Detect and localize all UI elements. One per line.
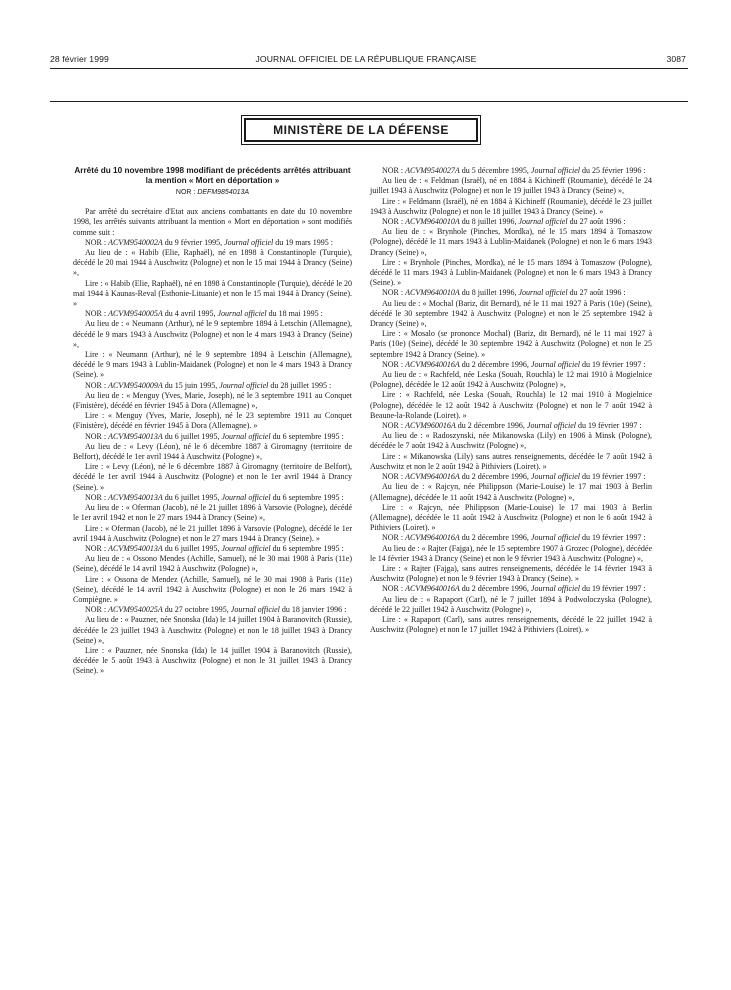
nor-ref: ACVM960016A — [405, 421, 456, 431]
amendment-text: Au lieu de : « Levy (Léon), né le 6 décembre 1887 à Giromagny (territoire de Belfort), décédé le 1er avril 1944 à Auschwitz (Pologne) », — [73, 441, 352, 462]
nor-tail: du 28 juillet 1995 : — [268, 380, 332, 390]
nor-lead: NOR : — [382, 359, 406, 369]
amendment-text: Au lieu de : « Mochal (Bariz, dit Bernard), né le 11 mai 1927 à Paris (10e) (Seine), décédé le 30 septembre 1942 à Auschwitz (Pologne) et non le 25 septembre 1942 à Drancy (Seine) », — [370, 298, 652, 329]
nor-tail: du 18 janvier 1996 : — [279, 605, 347, 615]
header-journal-title: JOURNAL OFFICIEL DE LA RÉPUBLIQUE FRANÇAISE — [255, 54, 477, 64]
nor-tail: du 19 février 1997 : — [580, 533, 646, 543]
amendment-text: Au lieu de : « Oferman (Jacob), né le 21 juillet 1896 à Varsovie (Pologne), décédé le 1er avril 1942 et non le 27 mars 1944 à Drancy (Seine) », — [73, 503, 352, 523]
arrete-title: Arrêté du 10 novembre 1998 modifiant de précédents arrêtés attribuant la mention « Mort en déportation » — [74, 166, 351, 185]
arrete-nor-label: NOR : — [175, 189, 196, 196]
nor-ref: ACVM9640010A — [405, 288, 460, 298]
nor-lead: NOR : — [382, 166, 406, 175]
amendment-text: Au lieu de : « Brynhole (Pinches, Mordka), né le 15 mars 1894 à Tomaszow (Pologne), décédé le 11 mars 1943 à Lublin-Maidanek (Pologne) et non le 6 mars 1943 Drancy (Seine) », — [370, 227, 652, 257]
nor-reference — [370, 421, 652, 431]
amendment-text: Au lieu de : « Rachfeld, née Leska (Souah, Rouchla) le 12 mai 1910 à Mogielnice (Pologne), décédée le 12 août 1942 à Auschwitz (Pologne) », — [370, 370, 652, 390]
amendment-text: Lire : « Mikanowska (Lily) sans autres renseignements, décédée le 7 août 1942 à Auschwitz et non le 2 août 1942 à Pithiviers (Loiret). » — [370, 451, 652, 471]
amendment-text: Au lieu de : « Rapaport (Carl), né le 7 juillet 1894 à Podwoloczyska (Pologne), décédé le 22 juillet 1942 à Auschwitz (Pologne) », — [370, 594, 652, 614]
nor-jo: Journal officiel — [518, 288, 568, 298]
nor-tail: du 27 août 1996 : — [567, 217, 626, 227]
nor-jo: Journal officiel — [530, 359, 580, 369]
nor-jo: Journal officiel — [230, 605, 280, 615]
left-column — [73, 166, 352, 677]
amendment-text: Lire : « Mosalo (se prononce Mochal) (Bariz, dit Bernard), né le 11 mai 1927 à Paris (10e) (Seine), décédé le 30 septembre 1942 à Auschwitz (Pologne) et non le 25 septembre 1942 à Drancy (Seine). » — [370, 329, 652, 359]
nor-reference — [370, 584, 652, 594]
nor-reference — [73, 493, 352, 503]
ministry-title: MINISTÈRE DE LA DÉFENSE — [244, 118, 478, 142]
nor-reference — [73, 309, 352, 319]
amendment-text: Lire : « Levy (Léon), né le 6 décembre 1887 à Giromagny (territoire de Belfort), décédé le 1er avril 1944 à Auschwitz (Pologne) et non le 1er avril 1944 à Drancy (Seine). » — [73, 462, 352, 492]
nor-lead: NOR : — [382, 421, 406, 431]
arrete-intro: Par arrêté du secrétaire d'Etat aux anciens combattants en date du 10 novembre 1998, les arrêtés suivants attribuant la mention « Mort en déportation » sont modifiés comme suit : — [73, 207, 352, 237]
header-date: 28 février 1999 — [50, 54, 109, 64]
nor-jo: Journal officiel — [221, 492, 271, 502]
amendment-text: Au lieu de : « Rajcyn, née Philippson (Marie-Louise) le 17 mai 1903 à Berlin (Allemagne), décédée le 11 août 1942 à Auschwitz (Pologne) », — [370, 482, 652, 502]
nor-tail: du 27 août 1996 : — [567, 288, 626, 298]
right-column — [370, 166, 652, 635]
amendment-text: Au lieu de : « Radoszynski, née Mikanowska (Lily) en 1906 à Minsk (Pologne), décédée le 7 août 1942 à Auschwitz (Pologne) », — [370, 431, 652, 451]
nor-tail: du 25 février 1996 : — [580, 166, 646, 175]
arrete-nor — [73, 188, 352, 198]
nor-reference — [73, 381, 352, 391]
nor-jo: Journal officiel — [530, 166, 580, 175]
nor-lead: NOR : — [85, 237, 109, 247]
nor-mid: du 27 octobre 1995, — [162, 605, 231, 615]
amendment-text: Lire : « Habib (Elie, Raphaël), né en 1898 à Constantinople (Turquie), décédé le 20 mai 1944 à Kaunas-Reval (Esthonie-Lituanie) et non le 15 mai 1944 à Drancy (Seine). » — [73, 278, 352, 309]
amendment-text: Au lieu de : « Feldman (Israël), né en 1884 à Kichineff (Roumanie), décédé le 24 juillet 1943 à Auschwitz (Pologne) et non le 19 juillet 1943 à Drancy (Seine) », — [370, 176, 652, 196]
amendment-text: Lire : « Oferman (Jacob), né le 21 juillet 1896 à Varsovie (Pologne), décédé le 1er avril 1944 à Auschwitz (Pologne) et non le 27 mars 1944 à Drancy (Seine). » — [73, 523, 352, 543]
nor-mid: du 2 décembre 1996, — [459, 472, 531, 482]
amendment-text: Lire : « Menguy (Yves, Marie, Joseph), né le 23 septembre 1911 au Conquet (Finistère), décédé en février 1945 à Dora (Allemagne). » — [73, 411, 352, 431]
nor-tail: du 19 février 1997 : — [580, 584, 646, 594]
nor-mid: du 8 juillet 1996, — [459, 217, 519, 227]
amendment-text: Au lieu de : « Habib (Elie, Raphaël), né en 1898 à Constantinople (Turquie), décédé le 20 mai 1944 à Auschwitz (Pologne) et non le 15 mai 1944 à Drancy (Seine) », — [73, 248, 352, 278]
nor-ref: ACVM9540009A — [108, 380, 163, 390]
nor-mid: du 6 juillet 1995, — [162, 492, 222, 502]
nor-lead: NOR : — [85, 309, 109, 319]
amendment-text: Lire : « Pauzner, née Snonska (Ida) le 14 juillet 1904 à Baranovitch (Russie), décédée le 5 août 1943 à Auschwitz (Pologne) et non le 31 juillet 1943 à Drancy (Seine). » — [73, 645, 352, 676]
nor-mid: du 2 décembre 1996, — [459, 359, 531, 369]
nor-lead: NOR : — [382, 533, 406, 543]
nor-lead: NOR : — [382, 472, 406, 482]
nor-tail: du 6 septembre 1995 : — [270, 431, 344, 441]
nor-ref: ACVM9540025A — [108, 605, 163, 615]
nor-mid: du 2 décembre 1996, — [459, 584, 531, 594]
section-rule — [50, 101, 688, 102]
nor-ref: ACVM9540013A — [108, 492, 163, 502]
nor-mid: du 6 juillet 1995, — [162, 543, 222, 553]
nor-lead: NOR : — [85, 431, 109, 441]
nor-reference — [370, 217, 652, 227]
nor-ref: ACVM9640016A — [405, 359, 460, 369]
nor-lead: NOR : — [85, 380, 109, 390]
amendment-text: Lire : « Ossona de Mendez (Achille, Samuel), né le 30 mai 1908 à Paris (11e) (Seine), décédé le 14 avril 1942 à Auschwitz (Pologne) et non le 26 mars 1942 à Compiègne. » — [73, 574, 352, 604]
nor-jo: Journal officiel — [219, 380, 269, 390]
nor-reference — [73, 544, 352, 554]
nor-mid: du 9 février 1995, — [162, 237, 225, 247]
nor-reference — [370, 360, 652, 370]
nor-ref: ACVM9640016A — [405, 472, 460, 482]
nor-ref: ACVM9540027A — [405, 166, 460, 175]
nor-tail: du 6 septembre 1995 : — [270, 492, 344, 502]
ministry-box — [241, 115, 481, 145]
nor-lead: NOR : — [85, 605, 109, 615]
nor-reference — [370, 472, 652, 482]
nor-reference — [73, 432, 352, 442]
nor-jo: Journal officiel — [530, 584, 580, 594]
nor-jo: Journal officiel — [217, 309, 267, 319]
nor-lead: NOR : — [85, 492, 109, 502]
amendment-text: Lire : « Rajter (Fajga), sans autres renseignements, décédée le 14 février 1943 à Auschwitz (Pologne) et non le 9 février 1943 à Drancy (Seine). » — [370, 563, 652, 584]
nor-mid: du 2 décembre 1996, — [459, 533, 531, 543]
arrete-nor-code: DEFM9854013A — [197, 189, 250, 196]
nor-lead: NOR : — [85, 543, 109, 553]
amendment-text: Lire : « Feldmann (Israël), né en 1884 à Kichineff (Roumanie), décédé le 23 juillet 1943 à Auschwitz (Pologne) et non le 18 juillet 1943 à Drancy (Seine). » — [370, 196, 652, 216]
nor-ref: ACVM9540013A — [108, 431, 163, 441]
amendment-text: Au lieu de : « Menguy (Yves, Marie, Joseph), né le 3 septembre 1911 au Conquet (Finistère), décédé en février 1945 à Dora (Allemagne) », — [73, 390, 352, 411]
nor-tail: du 19 février 1997 : — [580, 359, 646, 369]
nor-jo: Journal officiel — [221, 431, 271, 441]
nor-tail: du 6 septembre 1995 : — [270, 543, 344, 553]
nor-jo: Journal officiel — [518, 217, 568, 227]
nor-reference — [370, 288, 652, 298]
nor-ref: ACVM9540002A — [108, 237, 163, 247]
header-page-number: 3087 — [666, 54, 686, 64]
nor-lead: NOR : — [382, 288, 406, 298]
amendment-text: Lire : « Neumann (Arthur), né le 9 septembre 1894 à Letschin (Allemagne), décédé le 9 mars 1943 à Lublin-Maidanek (Pologne) et non le 4 mars 1943 à Drancy (Seine). » — [73, 350, 352, 380]
nor-ref: ACVM9640016A — [405, 533, 460, 543]
nor-ref: ACVM9640016A — [405, 584, 460, 594]
nor-lead: NOR : — [382, 217, 406, 227]
amendment-text: Au lieu de : « Ossono Mendes (Achille, Samuel), né le 30 mai 1908 à Paris (11e) (Seine), décédé le 14 avril 1942 à Auschwitz (Pologne) », — [73, 554, 352, 574]
nor-ref: ACVM9540005A — [108, 309, 163, 319]
amendment-text: Au lieu de : « Rajter (Fajga), née le 15 septembre 1907 à Grozec (Pologne), décédée le 14 février 1943 à Drancy (Seine) et non le 9 février 1943 à Auschwitz (Pologne) », — [370, 543, 652, 563]
nor-jo: Journal officiel — [221, 543, 271, 553]
nor-jo: Journal officiel — [530, 533, 580, 543]
nor-tail: du 19 février 1997 : — [576, 421, 642, 431]
amendment-text: Au lieu de : « Pauzner, née Snonska (Ida) le 14 juillet 1904 à Baranovitch (Russie), décédée le 23 juillet 1943 à Auschwitz (Pologne) et non le 18 juillet 1943 à Drancy (Seine) », — [73, 615, 352, 645]
amendment-text: Lire : « Rachfeld, née Leska (Souah, Rouchla) le 12 mai 1910 à Mogielnice (Pologne), décédée le 12 août 1942 à Auschwitz (Pologne) et non le 7 août 1942 à Beaune-la-Rolande (Loiret). » — [370, 390, 652, 420]
header-rule — [50, 68, 688, 69]
nor-reference — [370, 533, 652, 543]
amendment-text: Au lieu de : « Neumann (Arthur), né le 9 septembre 1894 à Letschin (Allemagne), décédé le 9 mars 1943 à Auschwitz (Pologne) et non le 4 mars 1943 à Drancy (Seine) », — [73, 319, 352, 349]
nor-mid: du 4 avril 1995, — [162, 309, 218, 319]
nor-reference — [73, 238, 352, 248]
nor-jo: Journal officiel — [526, 421, 576, 431]
nor-lead: NOR : — [382, 584, 406, 594]
nor-reference — [370, 166, 652, 176]
nor-tail: du 19 février 1997 : — [580, 472, 646, 482]
nor-jo: Journal officiel — [224, 237, 274, 247]
nor-mid: du 5 décembre 1995, — [459, 166, 531, 175]
nor-tail: du 18 mai 1995 : — [266, 309, 323, 319]
amendment-text: Lire : « Rapaport (Carl), sans autres renseignements, décédé le 22 juillet 1942 à Auschwitz (Pologne) et non le 17 juillet 1942 à Pithiviers (Loiret). » — [370, 614, 652, 635]
amendment-text: Lire : « Brynhole (Pinches, Mordka), né le 15 mars 1894 à Tomaszow (Pologne), décédé le 11 mars 1943 à Lublin-Maidanek (Pologne) et non le 6 mars 1943 à Drancy (Seine). » — [370, 257, 652, 288]
nor-mid: du 2 décembre 1996, — [455, 421, 527, 431]
page-header — [46, 54, 686, 68]
nor-mid: du 15 juin 1995, — [162, 380, 220, 390]
nor-tail: du 19 mars 1995 : — [273, 237, 334, 247]
nor-mid: du 6 juillet 1995, — [162, 431, 222, 441]
nor-ref: ACVM9540013A — [108, 543, 163, 553]
nor-ref: ACVM9640010A — [405, 217, 460, 227]
nor-reference — [73, 605, 352, 615]
nor-mid: du 8 juillet 1996, — [459, 288, 519, 298]
amendment-text: Lire : « Rajcyn, née Philippson (Marie-Louise) le 17 mai 1903 à Berlin (Allemagne), décédée le 11 août 1942 à Auschwitz (Pologne) et non le 6 août 1942 à Pithiviers (Loiret). » — [370, 502, 652, 533]
nor-jo: Journal officiel — [530, 472, 580, 482]
